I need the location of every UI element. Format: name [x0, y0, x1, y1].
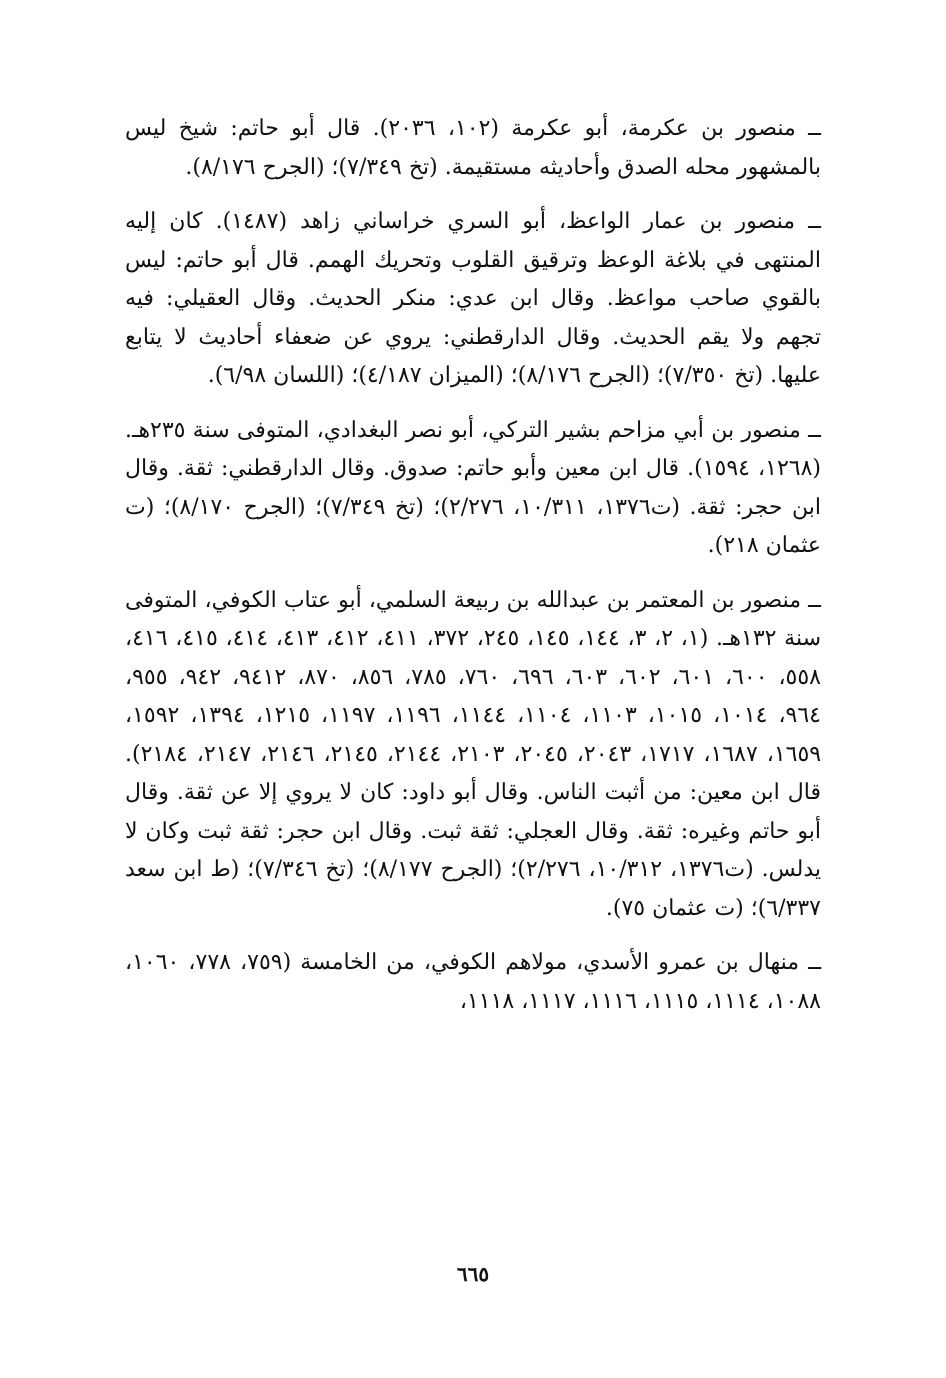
entry-minhal-ibn-amr: ــ منهال بن عمرو الأسدي، مولاهم الكوفي، من الخامسة (٧٥٩، ٧٧٨، ١٠٦٠، ١٠٨٨، ١١١٤، ١١١٥، ١١١٦، ١١١٧، ١١١٨،: [125, 950, 822, 1014]
page-body: [125, 110, 821, 1021]
page-number: ٦٦٥: [456, 1262, 490, 1286]
entry-mansur-ibn-ammar: ــ منصور بن عمار الواعظ، أبو السري خراساني زاهد (١٤٨٧). كان إليه المنتهى في بلاغة الوعظ وترقيق القلوب وتحريك الهمم. قال أبو حاتم: ليس بالقوي صاحب مواعظ. وقال ابن عدي: منكر الحديث. وقال العقيلي: فيه تجهم ولا يقم الحديث. وقال الدارقطني: يروي عن ضعفاء أحاديث لا يتابع عليها. (تخ ٧/٣٥٠)؛ (الجرح ٨/١٧٦)؛ (الميزان ٤/١٨٧)؛ (اللسان ٦/٩٨).: [125, 209, 821, 388]
entry-mansur-ibn-ikrima: ــ منصور بن عكرمة، أبو عكرمة (١٠٢، ٢٠٣٦). قال أبو حاتم: شيخ ليس بالمشهور محله الصدق وأحاديثه مستقيمة. (تخ ٧/٣٤٩)؛ (الجرح ٨/١٧٦).: [125, 116, 822, 180]
entry-mansur-ibn-abi-muzahim: ــ منصور بن أبي مزاحم بشير التركي، أبو نصر البغدادي، المتوفى سنة ٢٣٥هـ. (١٢٦٨، ١٥٩٤). قال ابن معين وأبو حاتم: صدوق. وقال الدارقطني: ثقة. وقال ابن حجر: ثقة. (ت١٣٧٦، ١٠/٣١١، ٢/٢٧٦)؛ (تخ ٧/٣٤٩)؛ (الجرح ٨/١٧٠)؛ (ت عثمان ٢١٨).: [125, 417, 822, 558]
entry-mansur-ibn-al-mutamir: ــ منصور بن المعتمر بن عبدالله بن ربيعة السلمي، أبو عتاب الكوفي، المتوفى سنة ١٣٢هـ. (١، ٢، ٣، ١٤٤، ١٤٥، ٢٤٥، ٣٧٢، ٤١١، ٤١٢، ٤١٣، ٤١٤، ٤١٥، ٤١٦، ٥٥٨، ٦٠٠، ٦٠١، ٦٠٢، ٦٠٣، ٦٩٦، ٧٦٠، ٧٨٥، ٨٥٦، ٨٧٠، ٩٤١٢، ٩٤٢، ٩٥٥، ٩٦٤، ١٠١٤، ١٠١٥، ١١٠٣، ١١٠٤، ١١٤٤، ١١٩٦، ١١٩٧، ١٢١٥، ١٣٩٤، ١٥٩٢، ١٦٥٩، ١٦٨٧، ١٧١٧، ٢٠٤٣، ٢٠٤٥، ٢١٠٣، ٢١٤٤، ٢١٤٥، ٢١٤٦، ٢١٤٧، ٢١٨٤). قال ابن معين: من أثبت الناس. وقال أبو داود: كان لا يروي إلا عن ثقة. وقال أبو حاتم وغيره: ثقة. وقال العجلي: ثقة ثبت. وقال ابن حجر: ثقة ثبت وكان لا يدلس. (ت١٣٧٦، ١٠/٣١٢، ٢/٢٧٦)؛ (الجرح ٨/١٧٧)؛ (تخ ٧/٣٤٦)؛ (ط ابن سعد ٦/٣٣٧)؛ (ت عثمان ٧٥).: [125, 587, 822, 921]
